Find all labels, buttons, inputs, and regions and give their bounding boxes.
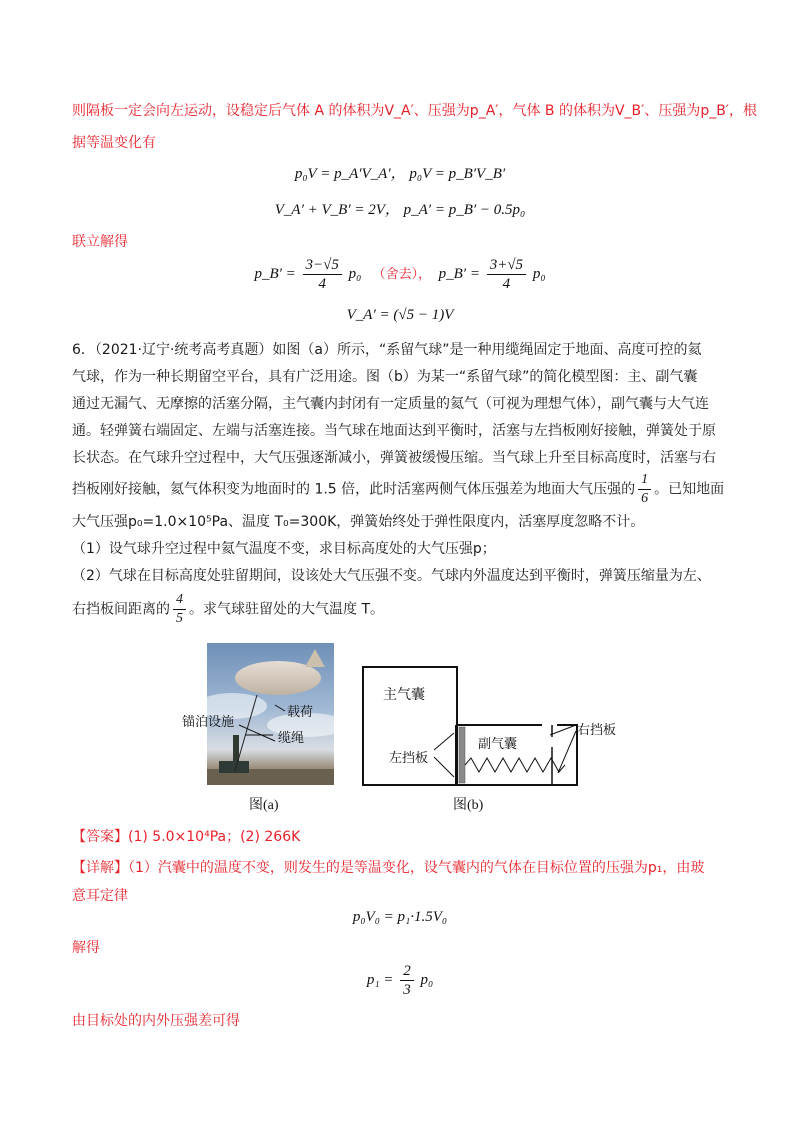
one-sixth-fraction: [638, 471, 651, 508]
equation-3: [0, 256, 800, 293]
problem-line-6-text: 挡板刚好接触，氦气体积变为地面时的 1.5 倍，此时活塞两侧气体压强差为地面大气压强的: [72, 481, 636, 498]
eq3-frac2-denominator: 4: [502, 276, 511, 292]
anchor-label: 锚泊设施: [182, 715, 235, 730]
question-2-cont-end: 。求气球驻留处的大气温度 T。: [189, 601, 385, 618]
equation-1: p₀V = p_A′V_A′， p₀V = p_B′V_B′: [294, 166, 506, 182]
problem-line-6: [72, 471, 742, 506]
problem-line-2: 气球，作为一种长期留空平台，具有广泛用途。图（b）为某一“系留气球”的简化模型图：主、副气囊: [72, 369, 698, 385]
eq3-frac2-numerator: 3+√5: [487, 256, 526, 275]
question-2-cont-text: 右挡板间距离的: [72, 601, 170, 618]
answer-line: [72, 827, 742, 847]
four-fifths-numerator: 4: [173, 591, 186, 610]
payload-label: 载荷: [287, 705, 314, 720]
problem-line-7: 大气压强p₀=1.0×10⁵Pa、温度 T₀=300K，弹簧始终处于弹性限度内，活塞厚度忽略不计。: [72, 514, 645, 530]
problem-line-1: 6．（2021·辽宁·统考高考真题）如图（a）所示，“系留气球”是一种用缆绳固定于地面、高度可控的氦: [72, 342, 702, 358]
eq6-denominator: 3: [403, 982, 411, 998]
eq6-numerator: 2: [400, 962, 414, 981]
solve-label: 联立解得: [72, 234, 128, 250]
eq3-end: p₀: [532, 265, 546, 282]
problem-line-4: 通。轻弹簧右端固定、左端与活塞连接。当气球在地面达到平衡时，活塞与左挡板刚好接触，弹簧处于原: [72, 423, 716, 439]
figure-a-caption: 图(a): [249, 798, 279, 813]
four-fifths-fraction: [173, 591, 186, 628]
answer-tag: 【答案】: [72, 829, 128, 845]
left-plate-arrow-2: [434, 757, 454, 777]
one-sixth-denominator: 6: [641, 491, 649, 506]
spring: [465, 758, 565, 772]
equation-5: p₀V₀ = p₁·1.5V₀: [352, 909, 448, 925]
eq3-mid: p₀: [348, 265, 362, 282]
payload-leader: [275, 705, 285, 711]
problem-line-6-end: 。已知地面: [654, 481, 725, 498]
detail-line-2: 意耳定律: [72, 888, 128, 904]
eq3-frac1-denominator: 4: [318, 276, 326, 292]
left-plate-label: 左挡板: [389, 751, 429, 766]
detail-line-1: [72, 858, 742, 878]
eq3-fraction-2: [487, 256, 526, 293]
equation-6: [0, 962, 800, 999]
detail-tag: 【详解】: [72, 860, 128, 876]
detail-solve-label: 解得: [72, 940, 100, 956]
left-plate: [455, 725, 458, 785]
eq3-right: p_B′ =: [438, 265, 480, 282]
equation-2: V_A′ + V_B′ = 2V， p_A′ = p_B′ − 0.5p₀: [274, 202, 526, 218]
eq3-frac1-numerator: 3−√5: [303, 256, 342, 275]
figure-b-caption: 图(b): [453, 798, 484, 813]
four-fifths-denominator: 5: [176, 611, 183, 626]
detail-text-1: （1）汽囊中的温度不变，则发生的是等温变化，设气囊内的气体在目标位置的压强为p₁，由玻: [128, 860, 705, 876]
cable-label: 缆绳: [278, 731, 305, 746]
main-chamber-label: 主气囊: [383, 687, 425, 703]
eq3-fraction-1: [303, 256, 342, 293]
right-plate-arrow-2: [558, 731, 576, 773]
left-plate-arrow-1: [434, 733, 454, 750]
eq3-discard-note: （舍去），: [372, 266, 432, 282]
question-2: （2）气球在目标高度处驻留期间，设该处大气压强不变。气球内外温度达到平衡时，弹簧压缩量为左、: [72, 568, 711, 584]
eq6-right: p₀: [420, 971, 434, 988]
aux-chamber-label: 副气囊: [478, 737, 518, 752]
problem-line-5: 长状态。在气球升空过程中，大气压强逐渐减小，弹簧被缓慢压缩。当气球上升至目标高度时，活塞与右: [72, 450, 716, 466]
detail-line-3: 由目标处的内外压强差可得: [72, 1013, 240, 1029]
eq3-left: p_B′ =: [254, 265, 296, 282]
eq6-fraction: [400, 962, 414, 999]
eq6-left: p₁ =: [366, 971, 394, 988]
one-sixth-numerator: 1: [638, 471, 651, 490]
answer-text: (1) 5.0×10⁴Pa；(2) 266K: [128, 829, 301, 845]
piston: [459, 727, 465, 783]
question-2-cont: [72, 591, 742, 626]
cable-line: [235, 695, 257, 771]
right-plate-label: 右挡板: [577, 723, 617, 738]
equation-4: V_A′ = (√5 − 1)V: [346, 307, 454, 323]
question-1: （1）设气球升空过程中氦气温度不变，求目标高度处的大气压强p；: [72, 541, 496, 557]
right-plate-arrow-1: [550, 725, 576, 735]
intro-line-1: 则隔板一定会向左运动，设稳定后气体 A 的体积为V_A′、压强为p_A′，气体 B 的体积为V_B′、压强为p_B′，根: [72, 103, 757, 119]
intro-line-2: 据等温变化有: [72, 135, 156, 151]
problem-line-3: 通过无漏气、无摩擦的活塞分隔，主气囊内封闭有一定质量的氦气（可视为理想气体），副气囊与大气连: [72, 396, 709, 412]
